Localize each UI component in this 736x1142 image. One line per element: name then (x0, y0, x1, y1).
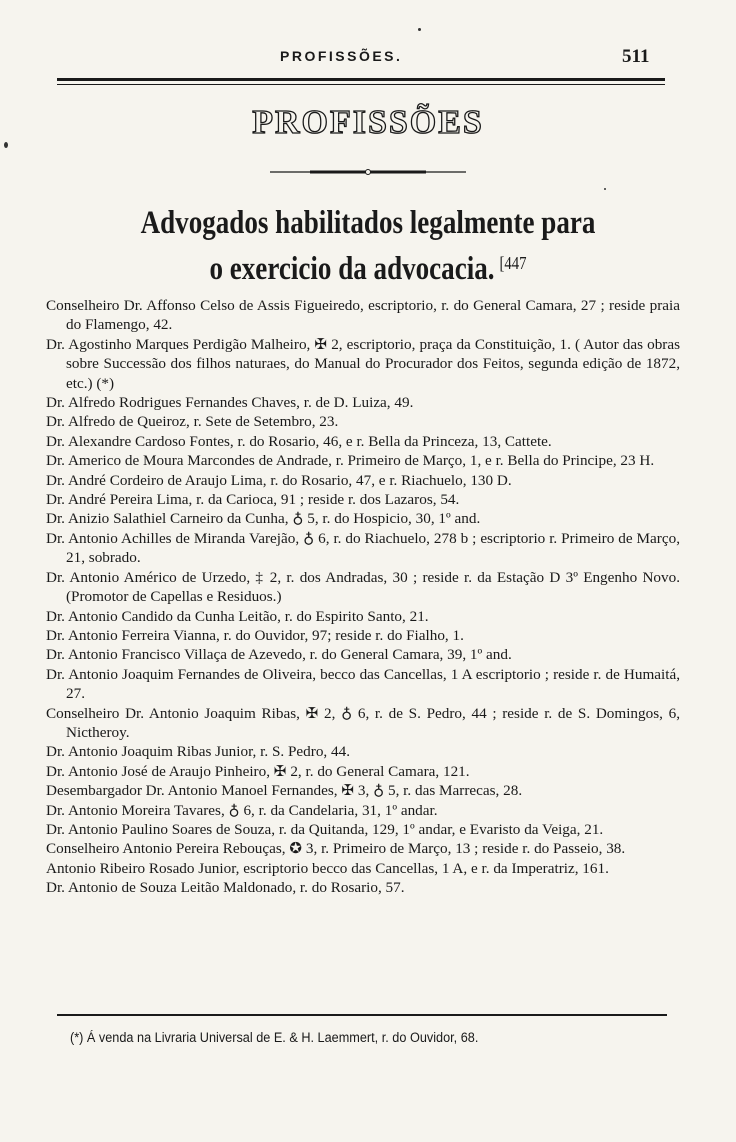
header-rule-thin (57, 84, 665, 85)
list-item: Dr. Antonio Achilles de Miranda Varejão, ♁ 6, r. do Riachuelo, 278 b ; escriptorio r. Primeiro de Março, 21, sobrado. (46, 529, 680, 567)
running-head (0, 46, 736, 70)
list-item: Dr. Antonio Paulino Soares de Souza, r. da Quitanda, 129, 1º andar, e Evaristo da Veiga, 21. (46, 820, 604, 838)
list-item: Conselheiro Dr. Affonso Celso de Assis Figueiredo, escriptorio, r. do General Camara, 27 ; reside praia do Flamengo, 42. (46, 297, 680, 334)
list-item: Dr. Antonio Américo de Urzedo, ‡ 2, r. dos Andradas, 30 ; reside r. da Estação D 3º Engenho Novo. (Promotor de Capellas e Residuos.) (46, 568, 680, 606)
ink-speck (4, 142, 8, 148)
entries-list (46, 296, 680, 898)
ink-speck (604, 188, 606, 190)
list-item: Dr. Alfredo de Queiroz, r. Sete de Setembro, 23. (46, 413, 339, 431)
heading-ref: [447 (499, 253, 527, 273)
footnote: (*) Á venda na Livraria Universal de E. & H. Laemmert, r. do Ouvidor, 68. (70, 1030, 479, 1045)
list-item: Antonio Ribeiro Rosado Junior, escriptorio becco das Cancellas, 1 A, e r. da Imperatriz, 161. (46, 859, 609, 877)
ink-speck (418, 28, 421, 31)
list-item: Dr. Alfredo Rodrigues Fernandes Chaves, r. de D. Luiza, 49. (46, 394, 414, 412)
ornament-divider (270, 168, 466, 176)
list-item: Dr. Antonio José de Araujo Pinheiro, ✠ 2, r. do General Camara, 121. (46, 762, 470, 780)
page-number: 511 (622, 46, 650, 67)
list-item: Dr. Americo de Moura Marcondes de Andrade, r. Primeiro de Março, 1, e r. Bella do Principe, 23 H. (46, 452, 655, 470)
list-item: Dr. Antonio Joaquim Ribas Junior, r. S. Pedro, 44. (46, 743, 350, 761)
footnote-rule (57, 1014, 667, 1016)
list-item: Dr. Antonio Candido da Cunha Leitão, r. do Espirito Santo, 21. (46, 607, 429, 625)
heading-line-2 (115, 244, 620, 288)
heading-line-1: Advogados habilitados legalmente para (140, 205, 596, 241)
list-item: Dr. Agostinho Marques Perdigão Malheiro, ✠ 2, escriptorio, praça da Constituição, 1. ( Autor das obras sobre Successão dos filhos naturaes, do Manual do Procurador dos Feitos, segunda edição de 1872, etc.) (*) (46, 335, 680, 392)
heading-line-2-text: o exercicio da advocacia. (209, 251, 495, 287)
section-title: PROFISSÕES (252, 104, 484, 141)
header-rule-thick (57, 78, 665, 81)
list-item: Dr. André Pereira Lima, r. da Carioca, 91 ; reside r. dos Lazaros, 54. (46, 491, 460, 509)
list-item: Dr. Anizio Salathiel Carneiro da Cunha, ♁ 5, r. do Hospicio, 30, 1º and. (46, 510, 481, 528)
list-item: Desembargador Dr. Antonio Manoel Fernandes, ✠ 3, ♁ 5, r. das Marrecas, 28. (46, 782, 523, 800)
list-item: Dr. André Cordeiro de Araujo Lima, r. do Rosario, 47, e r. Riachuelo, 130 D. (46, 471, 512, 489)
list-item: Dr. Alexandre Cardoso Fontes, r. do Rosario, 46, e r. Bella da Princeza, 13, Cattete. (46, 432, 552, 450)
list-item: Dr. Antonio de Souza Leitão Maldonado, r. do Rosario, 57. (46, 879, 405, 897)
list-item: Dr. Antonio Moreira Tavares, ♁ 6, r. da Candelaria, 31, 1º andar. (46, 801, 438, 819)
running-head-title: PROFISSÕES. (280, 48, 403, 64)
list-item: Conselheiro Dr. Antonio Joaquim Ribas, ✠ 2, ♁ 6, r. de S. Pedro, 44 ; reside r. de S. Domingos, 6, Nictheroy. (46, 704, 680, 741)
list-item: Dr. Antonio Joaquim Fernandes de Oliveira, becco das Cancellas, 1 A escriptorio ; reside r. de Humaitá, 27. (46, 665, 680, 703)
list-item: Dr. Antonio Ferreira Vianna, r. do Ouvidor, 97; reside r. do Fialho, 1. (46, 626, 464, 644)
list-item: Conselheiro Antonio Pereira Rebouças, ✪ 3, r. Primeiro de Março, 13 ; reside r. do Passeio, 38. (46, 840, 626, 858)
list-item: Dr. Antonio Francisco Villaça de Azevedo, r. do General Camara, 39, 1º and. (46, 646, 512, 664)
